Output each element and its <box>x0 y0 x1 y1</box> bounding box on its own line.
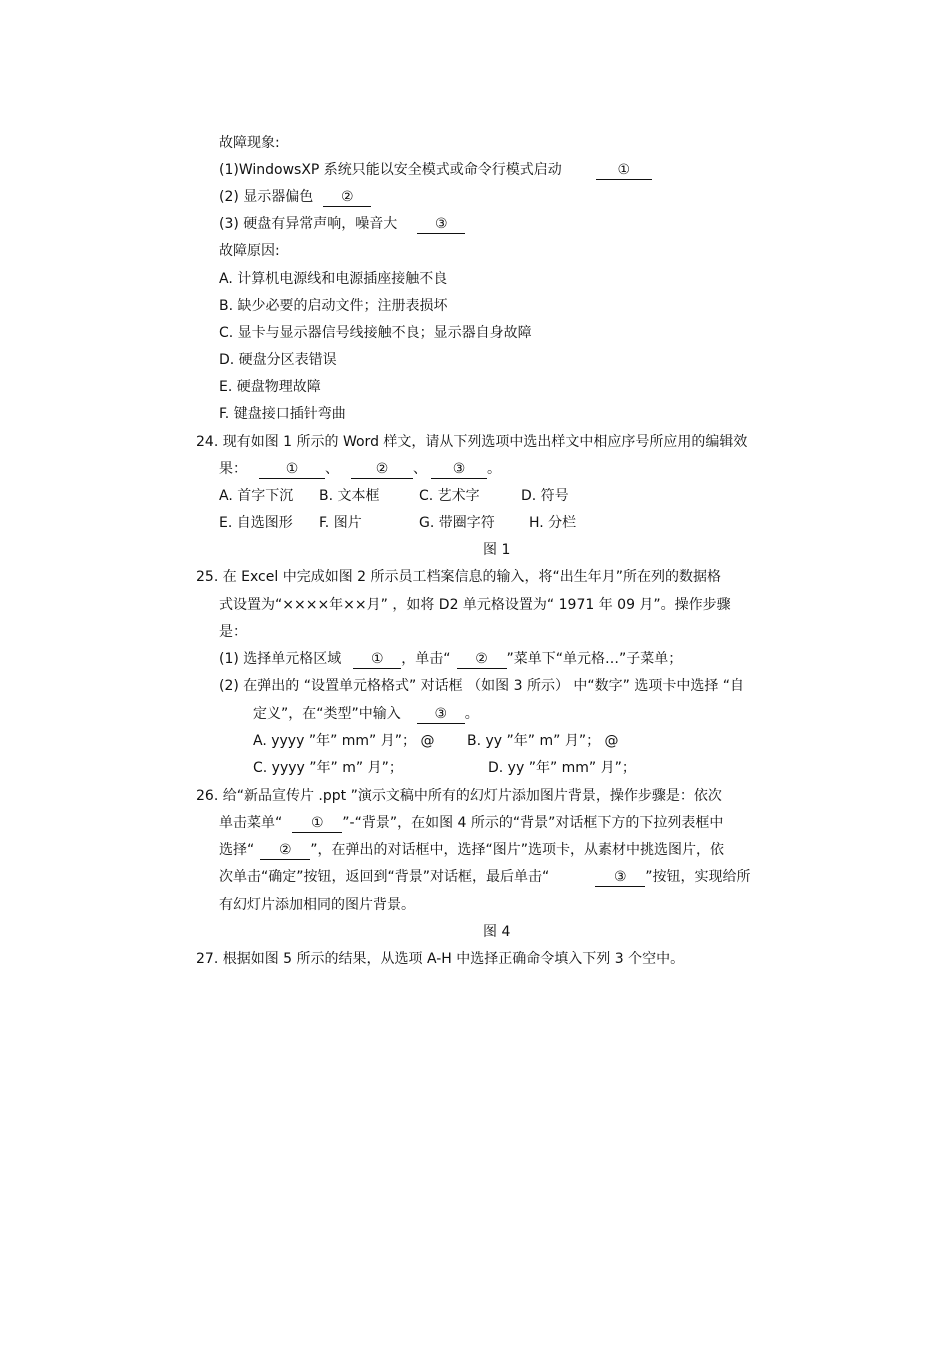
answer-blank[interactable]: ③ <box>431 460 487 479</box>
q25-line3: 是： <box>219 624 247 640</box>
step-text: 次单击“确定”按钮，返回到“背景”对话框，最后单击“ <box>219 869 550 885</box>
step-text: ”，在弹出的对话框中，选择“图片”选项卡，从素材中挑选图片，依 <box>310 842 725 858</box>
answer-blank[interactable]: ② <box>260 841 310 860</box>
q24-line2 <box>219 459 501 479</box>
separator: 、 <box>325 461 339 477</box>
fault-item-text: (2) 显示器偏色 <box>219 189 314 205</box>
option-d: D. 符号 <box>521 488 569 504</box>
answer-blank[interactable]: ① <box>259 460 325 479</box>
option-c: C. yyyy ”年” m” 月”； <box>253 760 403 776</box>
option-b: B. yy ”年” m” 月”； @ <box>467 733 619 749</box>
cause-heading: 故障原因: <box>219 243 280 259</box>
option-f: F. 图片 <box>319 515 362 531</box>
cause-option: F. 键盘接口插针弯曲 <box>219 406 346 422</box>
step-text: 选择“ <box>219 842 255 858</box>
cause-option: D. 硬盘分区表错误 <box>219 352 337 368</box>
answer-blank[interactable]: ① <box>596 161 652 180</box>
answer-blank[interactable]: ① <box>292 814 342 833</box>
cause-option: B. 缺少必要的启动文件；注册表损坏 <box>219 298 448 314</box>
q25-step2-line2 <box>253 704 479 724</box>
answer-blank[interactable]: ① <box>353 650 401 669</box>
fault-item-3 <box>219 214 465 234</box>
step-text: ”菜单下“单元格…”子菜单； <box>506 651 683 667</box>
step-text: ，单击“ <box>401 651 451 667</box>
fault-item-text: (3) 硬盘有异常声响，噪音大 <box>219 216 398 232</box>
q25-options-cd <box>253 758 636 778</box>
step-text: ”-“背景”，在如图 4 所示的“背景”对话框下方的下拉列表框中 <box>342 815 724 831</box>
answer-blank[interactable]: ③ <box>417 705 465 724</box>
answer-blank[interactable]: ② <box>351 460 413 479</box>
option-b: B. 文本框 <box>319 488 380 504</box>
q25-line2: 式设置为“××××年××月” ，如将 D2 单元格设置为“ 1971 年 09 月”。操作步骤 <box>219 597 731 613</box>
q26-line1: 26. 给“新品宣传片 .ppt ”演示文稿中所有的幻灯片添加图片背景，操作步骤是：依次 <box>196 788 722 804</box>
q26-line4 <box>219 867 751 887</box>
fault-item-1 <box>219 160 652 180</box>
step-text: 单击菜单“ <box>219 815 283 831</box>
period: 。 <box>464 706 479 722</box>
q25-step2-line1: (2) 在弹出的 “设置单元格格式” 对话框 （如图 3 所示） 中“数字” 选项卡中选择 “自 <box>219 678 745 694</box>
q27-line1: 27. 根据如图 5 所示的结果，从选项 A-H 中选择正确命令填入下列 3 个空中。 <box>196 951 685 967</box>
option-d: D. yy ”年” mm” 月”； <box>488 760 636 776</box>
option-a: A. yyyy ”年” mm” 月”； @ <box>253 733 435 749</box>
option-a: A. 首字下沉 <box>219 488 294 504</box>
answer-blank[interactable]: ② <box>323 188 371 207</box>
period: 。 <box>487 461 501 477</box>
q24-options-row1 <box>219 486 569 506</box>
q25-options-ab <box>253 731 619 751</box>
figure-caption: 图 1 <box>483 542 511 558</box>
step-text: ”按钮，实现给所 <box>645 869 751 885</box>
fault-item-2 <box>219 187 371 207</box>
figure-caption: 图 4 <box>483 924 511 940</box>
option-c: C. 艺术字 <box>419 488 480 504</box>
cause-option: E. 硬盘物理故障 <box>219 379 321 395</box>
answer-blank[interactable]: ③ <box>417 215 465 234</box>
answer-blank[interactable]: ② <box>457 650 507 669</box>
cause-option: C. 显卡与显示器信号线接触不良；显示器自身故障 <box>219 325 532 341</box>
cause-option: A. 计算机电源线和电源插座接触不良 <box>219 271 448 287</box>
q25-line1: 25. 在 Excel 中完成如图 2 所示员工档案信息的输入，将“出生年月”所在列的数据格 <box>196 569 722 585</box>
q26-line2 <box>219 813 723 833</box>
q25-step1 <box>219 649 682 669</box>
fault-item-text: (1)WindowsXP 系统只能以安全模式或命令行模式启动 <box>219 162 562 178</box>
step-text: (1) 选择单元格区域 <box>219 651 342 667</box>
separator: 、 <box>413 461 427 477</box>
option-g: G. 带圈字符 <box>419 515 495 531</box>
q24-options-row2 <box>219 513 576 533</box>
q24-line1: 24. 现有如图 1 所示的 Word 样文，请从下列选项中选出样文中相应序号所应用的编辑效 <box>196 434 748 450</box>
q26-line3 <box>219 840 724 860</box>
fault-heading: 故障现象: <box>219 135 280 151</box>
answer-blank[interactable]: ③ <box>595 868 645 887</box>
step-text: 定义”，在“类型”中输入 <box>253 706 401 722</box>
q26-line5: 有幻灯片添加相同的图片背景。 <box>219 897 415 913</box>
option-e: E. 自选图形 <box>219 515 293 531</box>
option-h: H. 分栏 <box>529 515 577 531</box>
q24-prefix: 果： <box>219 461 247 477</box>
